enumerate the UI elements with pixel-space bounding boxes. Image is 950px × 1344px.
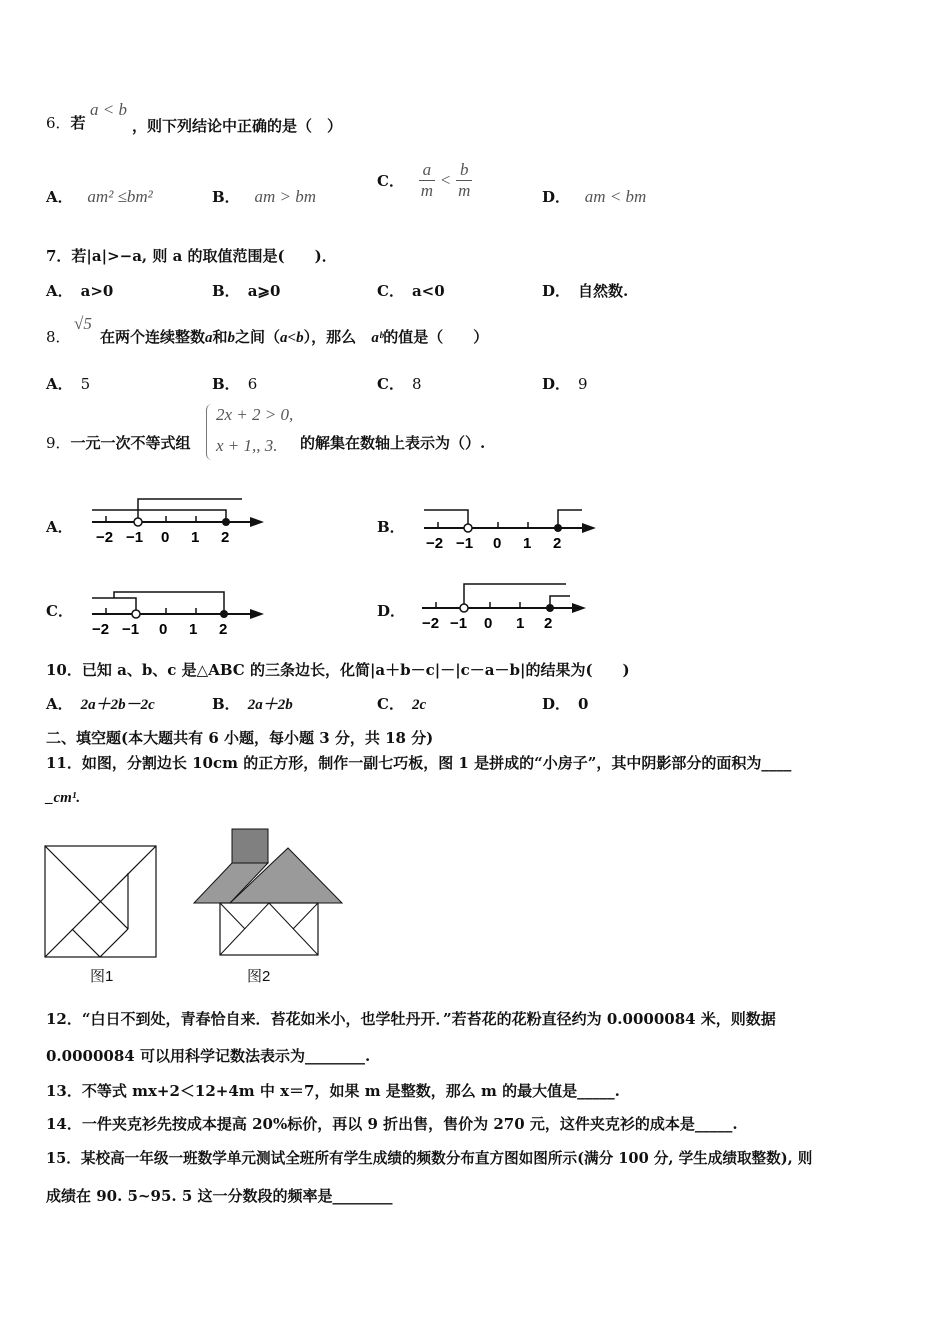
- q15-stem-line2: 成绩在 90. 5~95. 5 这一分数段的频率是________: [46, 1187, 393, 1205]
- q11-stem-line2: _cm¹.: [46, 790, 81, 806]
- q13-stem: 13．不等式 mx+2＜12+4m 中 x＝7，如果 m 是整数，那么 m 的最大值是_____.: [46, 1082, 620, 1100]
- q8-option-a[interactable]: A． 5: [46, 375, 91, 393]
- tick-label: −1: [126, 529, 144, 546]
- solution-bracket-left: [424, 510, 468, 528]
- q6-stem-post: ，则下列结论中正确的是（ ）: [132, 117, 343, 135]
- tick-label: 2: [219, 621, 228, 638]
- open-point: [464, 524, 472, 532]
- q10-option-b[interactable]: B． 2a＋2b: [212, 695, 293, 713]
- open-point: [460, 604, 468, 612]
- q8-stem-text: 在两个连续整数a和b之间（a<b），那么 aᵇ的值是（ ）: [100, 328, 489, 346]
- q6-option-a[interactable]: A． am² ≤bm²: [46, 187, 153, 206]
- axis-arrow: [250, 609, 264, 619]
- q9-option-a-label[interactable]: A．: [46, 518, 73, 536]
- q10-option-c[interactable]: C． 2c: [377, 695, 427, 713]
- q14-stem: 14．一件夹克衫先按成本提高 20%标价，再以 9 折出售，售价为 270 元，这件夹克衫的成本是_____.: [46, 1115, 738, 1133]
- solution-bracket-lower: [92, 598, 136, 614]
- tick-label: 0: [484, 615, 493, 632]
- q10-option-a[interactable]: A． 2a＋2b－2c: [46, 695, 155, 713]
- solid-point: [546, 604, 554, 612]
- tick-label: −2: [422, 615, 440, 632]
- tick-label: 1: [523, 535, 532, 550]
- tick-label: 1: [516, 615, 525, 632]
- solid-point: [222, 518, 230, 526]
- q8-option-d[interactable]: D． 9: [542, 375, 588, 393]
- q6-stem: 6．若: [46, 114, 86, 132]
- tick-label: −2: [96, 529, 114, 546]
- tick-label: 2: [553, 535, 562, 550]
- tick-label: 0: [493, 535, 502, 550]
- q7-option-b[interactable]: B． a⩾0: [212, 282, 281, 300]
- fraction-a-over-m: $\frac{a}{m}$: [420, 160, 434, 200]
- q6-option-b[interactable]: B． am > bm: [212, 187, 316, 206]
- figure-2-caption: 图2: [247, 968, 271, 985]
- tick-label: −1: [450, 615, 468, 632]
- tick-label: 2: [221, 529, 230, 546]
- q7-option-a[interactable]: A． a>0: [46, 282, 114, 300]
- q9-stem: 9．一元一次不等式组: [46, 434, 191, 452]
- tick-label: 2: [544, 615, 553, 632]
- axis-arrow: [572, 603, 586, 613]
- q10-stem: 10．已知 a、b、c 是△ABC 的三条边长，化简|a＋b－c|－|c－a－b|的结果为( ): [46, 661, 630, 679]
- q9-option-b-label[interactable]: B．: [377, 518, 405, 536]
- tick-label: 0: [159, 621, 168, 638]
- q9-option-c-label[interactable]: C．: [46, 602, 73, 620]
- q9-option-d-label[interactable]: D．: [377, 602, 406, 620]
- q12-stem-line2: 0.0000084 可以用科学记数法表示为________.: [46, 1047, 371, 1065]
- tick-label: 0: [161, 529, 170, 546]
- solution-bracket-upper: [114, 592, 224, 614]
- axis-arrow: [250, 517, 264, 527]
- axis-arrow: [582, 523, 596, 533]
- tick-label: 1: [189, 621, 198, 638]
- solid-point: [220, 610, 228, 618]
- tangram-figure-1: [44, 845, 158, 959]
- q8-option-c[interactable]: C． 8: [377, 375, 422, 393]
- house-body: [220, 903, 318, 955]
- q6-condition: a < b: [90, 100, 127, 119]
- q7-option-c[interactable]: C． a<0: [377, 282, 445, 300]
- solution-bracket-right: [558, 510, 582, 528]
- tick-label: −2: [92, 621, 110, 638]
- tick-label: 1: [191, 529, 200, 546]
- chimney-square: [232, 829, 268, 863]
- tangram-figure-2: [190, 826, 346, 958]
- q11-stem-line1: 11．如图，分割边长 10cm 的正方形，制作一副七巧板，图 1 是拼成的“小房子”，其中阴影部分的面积为____: [46, 754, 792, 772]
- fraction-b-over-m: $\frac{b}{m}$: [458, 160, 471, 200]
- q8-option-b[interactable]: B． 6: [212, 375, 258, 393]
- q9-option-b-number-line[interactable]: [420, 494, 600, 550]
- q15-stem-line1: 15．某校高一年级一班数学单元测试全班所有学生成绩的频数分布直方图如图所示(满分 100 分, 学生成绩取整数), 则: [46, 1150, 813, 1167]
- q12-stem-line1: 12．“白日不到处，青春恰自来．苔花如米小，也学牡丹开．”若苔花的花粉直径约为 0.0000084 米，则数据: [46, 1010, 776, 1028]
- q9-option-a-number-line[interactable]: [88, 494, 268, 550]
- q8-stem: 8．: [46, 328, 71, 346]
- q9-option-c-number-line[interactable]: [88, 584, 268, 640]
- q7-option-d[interactable]: D． 自然数.: [542, 282, 629, 300]
- tick-label: −1: [122, 621, 140, 638]
- solid-point: [554, 524, 562, 532]
- figure-1-caption: 图1: [90, 968, 114, 985]
- open-point: [132, 610, 140, 618]
- q6-option-d[interactable]: D． am < bm: [542, 187, 647, 206]
- q9-stem-post: 的解集在数轴上表示为（）.: [300, 434, 486, 452]
- q9-system-brace: [206, 404, 215, 460]
- q9-option-d-number-line[interactable]: [418, 578, 598, 634]
- q10-option-d[interactable]: D． 0: [542, 695, 589, 713]
- q8-sqrt5: √5: [74, 314, 92, 333]
- q7-stem: 7．若|a|>−a, 则 a 的取值范围是( )．: [46, 247, 337, 265]
- q9-inequality-2: x + 1,, 3.: [216, 436, 278, 455]
- solution-bracket-lower: [92, 510, 226, 522]
- q9-inequality-1: 2x + 2 > 0,: [216, 405, 294, 424]
- tick-label: −2: [426, 535, 444, 550]
- section-heading: 二、填空题(本大题共有 6 小题，每小题 3 分，共 18 分): [46, 729, 434, 747]
- tick-label: −1: [456, 535, 474, 550]
- q6-option-c[interactable]: C． $\frac{a}{m}$ < $\frac{b}{m}$: [377, 160, 471, 200]
- open-point: [134, 518, 142, 526]
